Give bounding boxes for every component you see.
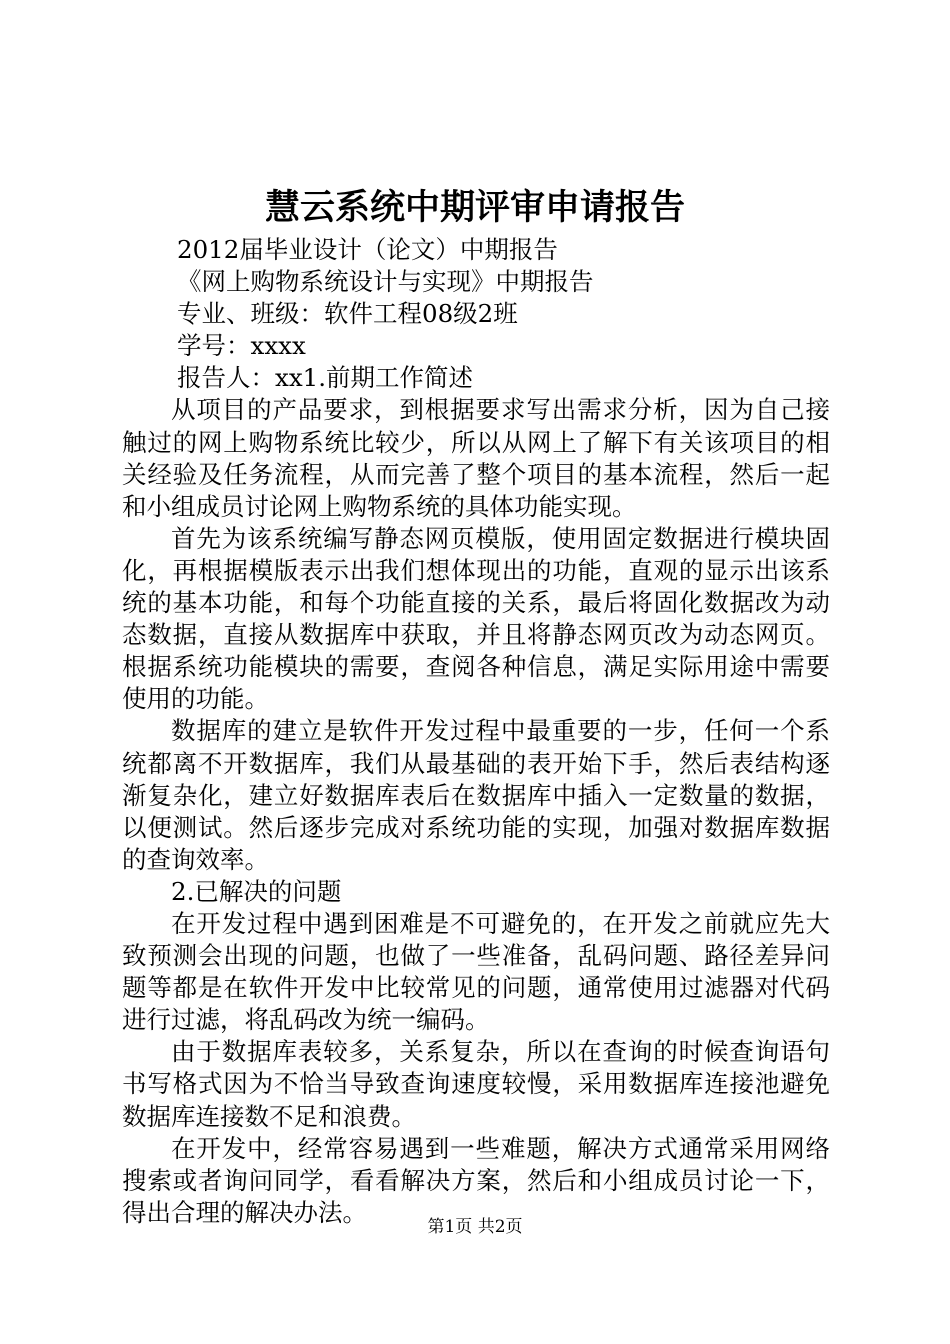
- section-heading: 2.已解决的问题: [171, 876, 342, 906]
- header-line-major-class: 专业、班级：软件工程08级2班: [177, 299, 518, 329]
- paragraph: 数据库的建立是软件开发过程中最重要的一步，任何一个系统都离不开数据库，我们从最基础的表开始下手，然后表结构逐渐复杂化，建立好数据库表后在数据库中插入一定数量的数据，以便测试。然后逐步完成对系统功能的实现，加强对数据库数据的查询效率。: [122, 716, 830, 874]
- paragraph: 首先为该系统编写静态网页模版，使用固定数据进行模块固化，再根据模版表示出我们想体现出的功能，直观的显示出该系统的基本功能，和每个功能直接的关系，最后将固化数据改为动态数据，直接从数据库中获取，并且将静态网页改为动态网页。根据系统功能模块的需要，查阅各种信息，满足实际用途中需要使用的功能。: [122, 523, 830, 714]
- header-line-project: 《网上购物系统设计与实现》中期报告: [177, 267, 594, 297]
- header-line-student-id: 学号：xxxx: [177, 331, 306, 361]
- paragraph: 从项目的产品要求，到根据要求写出需求分析，因为自己接触过的网上购物系统比较少，所以从网上了解下有关该项目的相关经验及任务流程，从而完善了整个项目的基本流程，然后一起和小组成员讨论网上购物系统的具体功能实现。: [122, 395, 830, 521]
- document-body: [122, 234, 830, 1229]
- paragraph: 在开发中，经常容易遇到一些难题，解决方式通常采用网络搜索或者询问同学，看看解决方案，然后和小组成员讨论一下，得出合理的解决办法。: [122, 1133, 830, 1227]
- paragraph: 在开发过程中遇到困难是不可避免的，在开发之前就应先大致预测会出现的问题，也做了一些准备，乱码问题、路径差异问题等都是在软件开发中比较常见的问题，通常使用过滤器对代码进行过滤，将乱码改为统一编码。: [122, 908, 830, 1035]
- document-title: 慧云系统中期评审申请报告: [264, 188, 685, 228]
- header-line-graduation: 2012届毕业设计（论文）中期报告: [177, 235, 558, 264]
- page-number-footer: 第1页 共2页: [427, 1217, 523, 1237]
- paragraph: 由于数据库表较多，关系复杂，所以在查询的时候查询语句书写格式因为不恰当导致查询速度较慢，采用数据库连接池避免数据库连接数不足和浪费。: [122, 1037, 830, 1131]
- header-line-reporter: 报告人：xx1.前期工作简述: [177, 363, 474, 393]
